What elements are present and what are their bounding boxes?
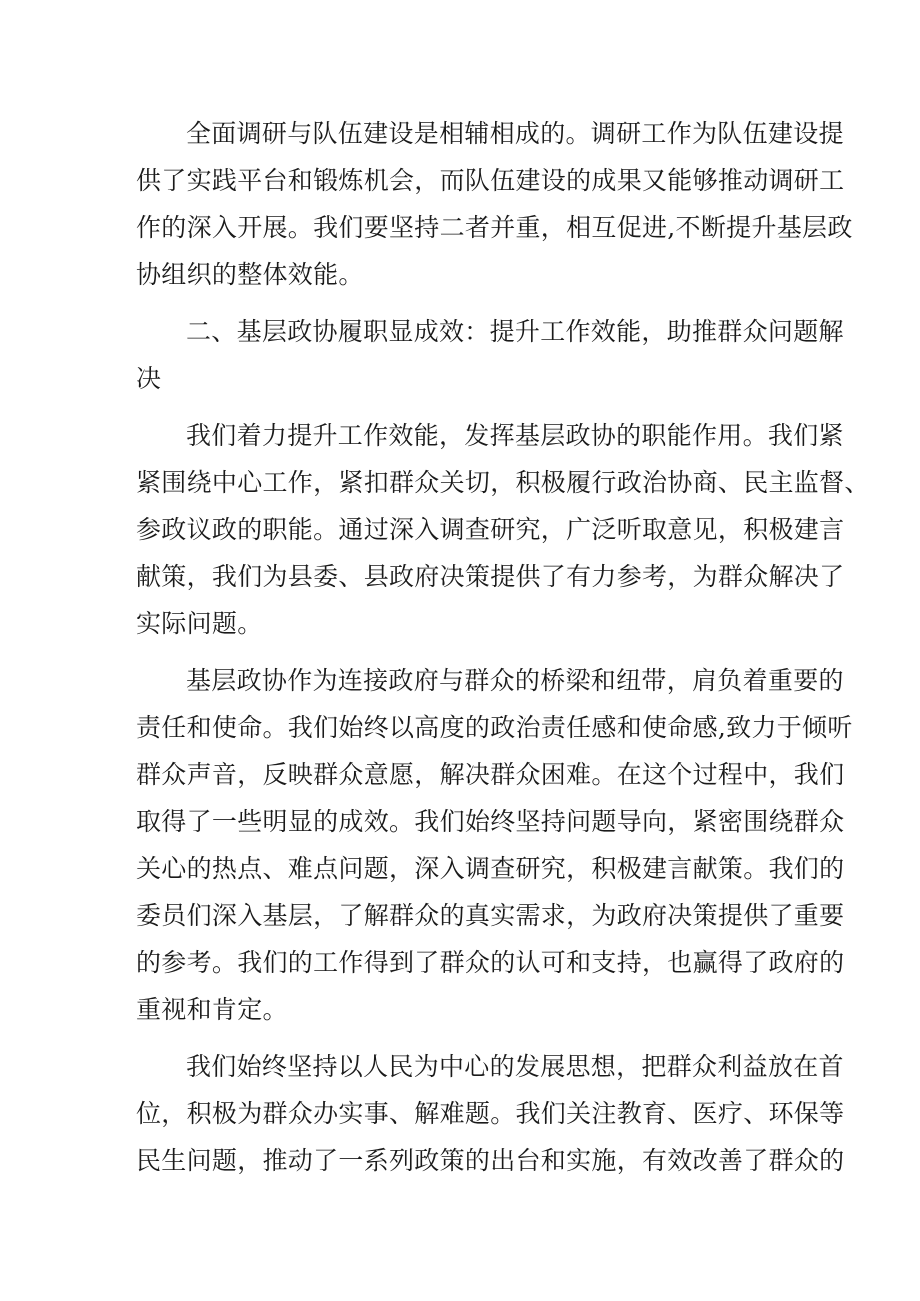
paragraph-line: 民生问题，推动了一系列政策的出台和实施，有效改善了群众的: [136, 1146, 845, 1175]
paragraph: [136, 412, 870, 647]
paragraph-line: 关心的热点、难点问题，深入调查研究，积极建言献策。我们的: [136, 854, 845, 883]
section-heading: [136, 308, 844, 402]
paragraph-line: 责任和使命。我们始终以高度的政治责任感和使命感,致力于倾听: [136, 713, 853, 742]
paragraph: [136, 657, 853, 1033]
paragraph-spacer: [136, 402, 796, 412]
paragraph-spacer: [136, 1033, 796, 1043]
paragraph-line: 协组织的整体效能。: [136, 260, 364, 289]
paragraph-line: 献策，我们为县委、县政府决策提供了有力参考，为群众解决了: [136, 562, 845, 591]
paragraph-line: 参政议政的职能。通过深入调查研究，广泛听取意见，积极建言: [136, 515, 845, 544]
paragraph-line: 位，积极为群众办实事、解难题。我们关注教育、医疗、环保等: [136, 1099, 845, 1128]
paragraph: [136, 110, 853, 298]
paragraph-line: 实际问题。: [136, 609, 263, 638]
paragraph-line: 基层政协作为连接政府与群众的桥梁和纽带，肩负着重要的: [186, 666, 844, 695]
paragraph-line: 重视和肯定。: [136, 995, 288, 1024]
document-body: [136, 110, 870, 1184]
paragraph: [136, 1043, 845, 1184]
paragraph-line: 作的深入开展。我们要坚持二者并重，相互促进,不断提升基层政: [136, 213, 853, 242]
paragraph-spacer: [136, 298, 796, 308]
heading-line: 二、基层政协履职显成效：提升工作效能，助推群众问题解: [186, 317, 844, 346]
paragraph-line: 我们着力提升工作效能，发挥基层政协的职能作用。我们紧: [186, 421, 844, 450]
paragraph-line: 的参考。我们的工作得到了群众的认可和支持，也赢得了政府的: [136, 948, 845, 977]
paragraph-line: 全面调研与队伍建设是相辅相成的。调研工作为队伍建设提: [186, 119, 844, 148]
paragraph-line: 供了实践平台和锻炼机会，而队伍建设的成果又能够推动调研工: [136, 166, 845, 195]
paragraph-line: 委员们深入基层，了解群众的真实需求，为政府决策提供了重要: [136, 901, 845, 930]
paragraph-line: 群众声音，反映群众意愿，解决群众困难。在这个过程中，我们: [136, 760, 845, 789]
paragraph-line: 我们始终坚持以人民为中心的发展思想，把群众利益放在首: [186, 1052, 844, 1081]
paragraph-spacer: [136, 647, 796, 657]
heading-line: 决: [136, 364, 162, 393]
paragraph-line: 取得了一些明显的成效。我们始终坚持问题导向，紧密围绕群众: [136, 807, 845, 836]
paragraph-line: 紧围绕中心工作，紧扣群众关切，积极履行政治协商、民主监督、: [136, 468, 870, 497]
